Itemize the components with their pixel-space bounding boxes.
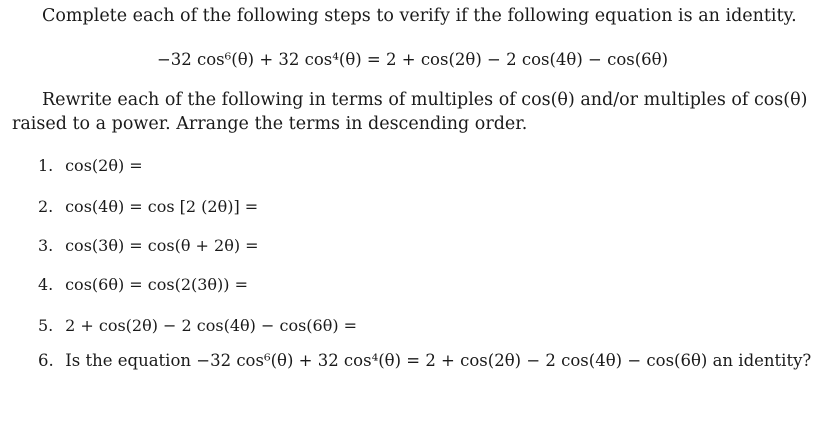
step-6 [38,351,811,370]
step-5 [38,316,357,335]
step-text: 2 + cos(2θ) − 2 cos(4θ) − cos(6θ) = [65,316,358,335]
step-number: 3. [38,236,54,255]
step-text: cos(4θ) = cos [2 (2θ)] = [65,197,259,216]
step-1 [38,156,143,175]
step-4 [38,275,248,294]
step-number: 4. [38,275,54,294]
step-text: cos(2θ) = [65,156,143,175]
step-3 [38,236,259,255]
instructions-line-2: raised to a power. Arrange the terms in descending order. [12,114,528,134]
instructions-line-1: Rewrite each of the following in terms of multiples of cos(θ) and/or multiples of cos(θ) [42,90,808,110]
step-text: Is the equation −32 cos⁶(θ) + 32 cos⁴(θ) = 2 + cos(2θ) − 2 cos(4θ) − cos(6θ) an identity? [65,351,812,370]
step-text: cos(3θ) = cos(θ + 2θ) = [65,236,259,255]
step-text: cos(6θ) = cos(2(3θ)) = [65,275,249,294]
step-2 [38,197,258,216]
step-number: 6. [38,351,54,370]
step-number: 5. [38,316,54,335]
target-equation: −32 cos⁶(θ) + 32 cos⁴(θ) = 2 + cos(2θ) − 2 cos(4θ) − cos(6θ) [156,50,669,69]
step-number: 2. [38,197,54,216]
step-number: 1. [38,156,54,175]
problem-intro: Complete each of the following steps to verify if the following equation is an identity. [42,6,797,26]
